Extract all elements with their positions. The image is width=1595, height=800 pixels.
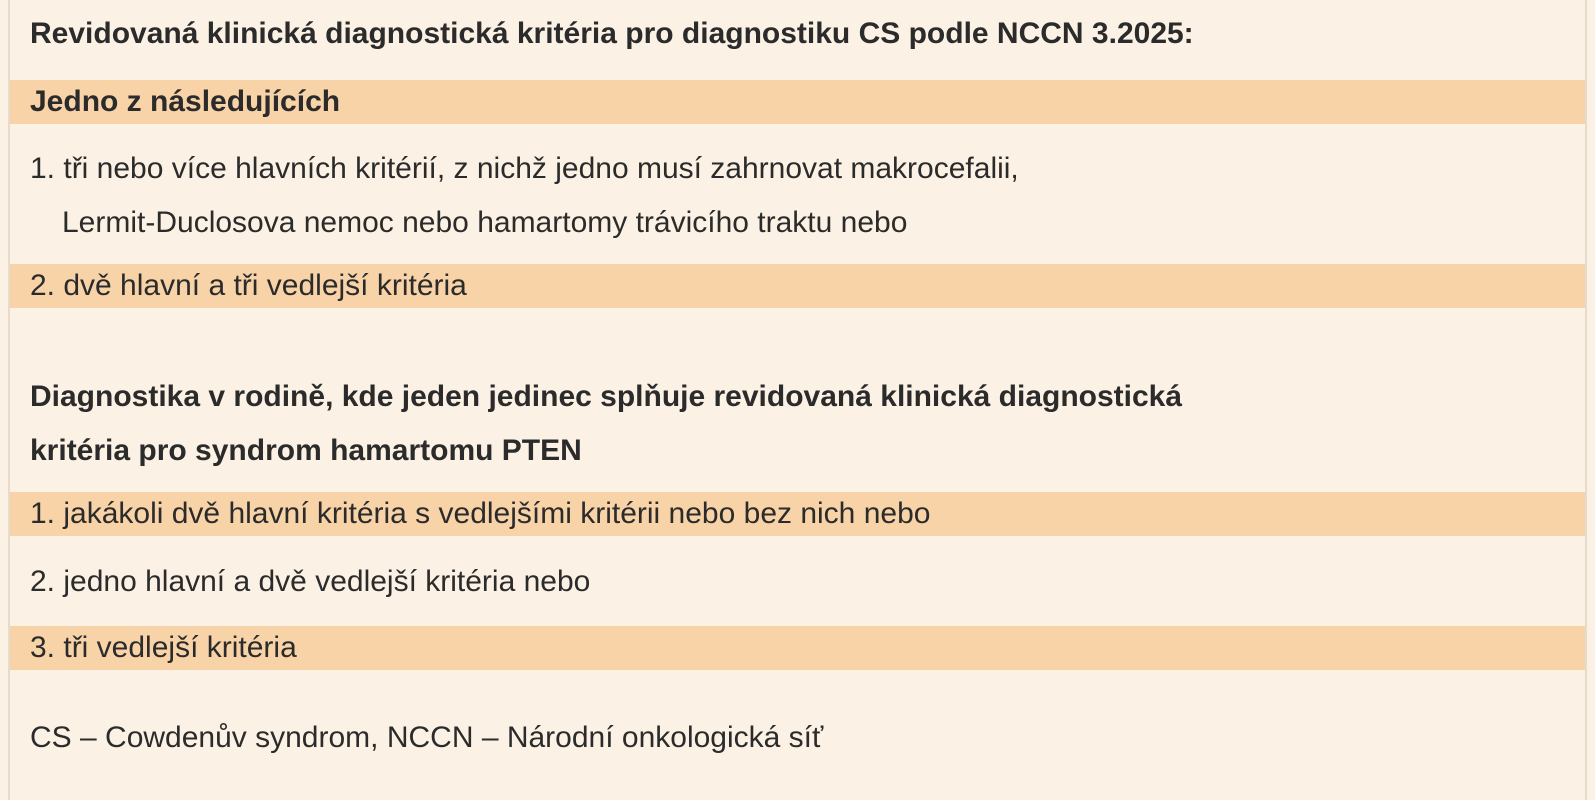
section2-item-2 [10, 560, 1585, 604]
table-title [10, 12, 1585, 56]
section1-heading-text: Jedno z následujících [30, 85, 341, 118]
section1-item-2 [10, 264, 1585, 308]
section2-heading-line2: kritéria pro syndrom hamartomu PTEN [30, 434, 582, 467]
section2-item-1 [10, 492, 1585, 536]
section2-heading [10, 370, 1585, 478]
section1-item-1-line2: Lermit-Duclosova nemoc nebo hamartomy trávicího traktu nebo [62, 206, 908, 239]
table-title-text: Revidovaná klinická diagnostická kritéria pro diagnostiku CS podle NCCN 3.2025: [30, 17, 1194, 50]
section1-item-2-text: 2. dvě hlavní a tři vedlejší kritéria [30, 269, 467, 302]
section2-item-1-text: 1. jakákoli dvě hlavní kritéria s vedlejšími kritérii nebo bez nich nebo [30, 497, 931, 530]
section2-heading-line1: Diagnostika v rodině, kde jeden jedinec splňuje revidovaná klinická diagnostická [30, 380, 1183, 413]
section2-item-3-text: 3. tři vedlejší kritéria [30, 631, 297, 664]
section2-item-2-text: 2. jedno hlavní a dvě vedlejší kritéria nebo [30, 565, 591, 598]
section1-item-1 [10, 142, 1585, 250]
section2-item-3 [10, 626, 1585, 670]
table-footnote [10, 716, 1585, 760]
table-footnote-text: CS – Cowdenův syndrom, NCCN – Národní onkologická síť [30, 721, 824, 754]
section1-item-1-line1: 1. tři nebo více hlavních kritérií, z nichž jedno musí zahrnovat makrocefalii, [30, 152, 1019, 185]
section1-heading [10, 80, 1585, 124]
